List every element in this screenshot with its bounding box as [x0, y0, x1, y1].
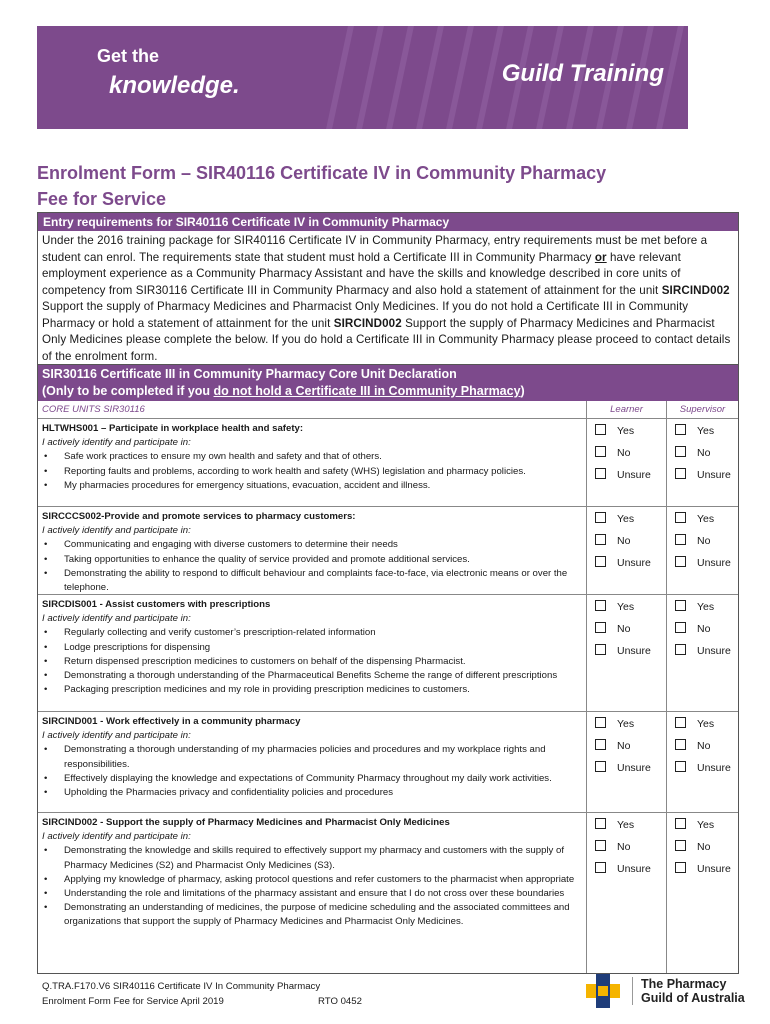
entry-requirements-text — [38, 231, 738, 368]
checkbox[interactable] — [675, 862, 686, 873]
col-core-units: CORE UNITS SIR30116 — [42, 404, 145, 415]
unit-row — [38, 712, 738, 813]
checkbox-label: No — [697, 623, 711, 635]
checkbox-label: No — [697, 535, 711, 547]
unit-intro: I actively identify and participate in: — [42, 613, 191, 625]
unit-criterion: • Taking opportunities to enhance the quality of service provided and promote additional services. — [42, 553, 582, 567]
supervisor-option[interactable] — [675, 557, 738, 579]
checkbox[interactable] — [675, 840, 686, 851]
declaration-column-headers — [38, 401, 738, 419]
declaration-heading-line-2 — [42, 383, 734, 400]
entry-text-part: Support the supply of Pharmacy Medicines and Pharmacist Only Medicines please complete the below. If you do hold a Certificate III in Community Pharmacy please proceed to contact details of the enrolment form. — [42, 316, 731, 363]
unit-description — [38, 595, 586, 711]
checkbox-label: No — [697, 740, 711, 752]
supervisor-options — [666, 507, 738, 594]
declaration-heading-part: ) — [520, 384, 525, 398]
footer-rto: RTO 0452 — [318, 996, 362, 1007]
learner-option[interactable] — [595, 557, 666, 579]
checkbox-label: Yes — [697, 425, 715, 437]
checkbox-label: Unsure — [617, 557, 651, 569]
supervisor-options — [666, 712, 738, 812]
page-title — [37, 160, 606, 212]
checkbox-label: Unsure — [697, 645, 731, 657]
checkbox[interactable] — [595, 512, 606, 523]
guild-training-logo: Guild Training — [501, 60, 664, 87]
learner-option[interactable] — [595, 425, 666, 447]
supervisor-option[interactable] — [675, 623, 738, 645]
checkbox-label: Unsure — [697, 469, 731, 481]
unit-criterion: • Understanding the role and limitations of the pharmacy assistant and ensure that I do not cross over these boundaries — [42, 887, 582, 901]
supervisor-options — [666, 419, 738, 506]
supervisor-option[interactable] — [675, 513, 738, 535]
checkbox[interactable] — [595, 556, 606, 567]
checkbox[interactable] — [675, 446, 686, 457]
entry-text-part: Under the 2016 training package for SIR40116 Certificate IV in Community Pharmacy, entry requirements must be met before a student can enrol. The requirements state that student must hold a Certificate III in Community Pharmacy — [42, 234, 708, 264]
declaration-heading-line-1: SIR30116 Certificate III in Community Pharmacy Core Unit Declaration — [42, 367, 457, 381]
unit-criterion: • Upholding the Pharmacies privacy and confidentiality policies and procedures — [42, 786, 582, 800]
entry-text-part: have relevant employment experience as a Community Pharmacy Assistant and have the skills and knowledge described in core units of competency from SIR30116 Certificate III in Community Pharmacy and also hold a statement of attainment for the unit — [42, 250, 681, 297]
checkbox[interactable] — [595, 468, 606, 479]
supervisor-option[interactable] — [675, 601, 738, 623]
footer-form-date: Enrolment Form Fee for Service April 2019 — [42, 996, 224, 1007]
entry-text-part: Support the supply of Pharmacy Medicines and Pharmacist Only Medicines. If you do not hold a Certificate III in Community Pharmacy or hold a statement of attainment for the unit — [42, 300, 689, 330]
supervisor-option[interactable] — [675, 819, 738, 841]
checkbox[interactable] — [675, 600, 686, 611]
learner-option[interactable] — [595, 513, 666, 535]
entry-unit-code: SIRCIND002 — [333, 316, 402, 330]
pharmacy-guild-logo — [586, 974, 745, 1008]
learner-option[interactable] — [595, 601, 666, 623]
checkbox-label: No — [617, 740, 631, 752]
unit-criterion: • Regularly collecting and verify customer’s prescription-related information — [42, 626, 582, 640]
page-title-line-2: Fee for Service — [37, 189, 167, 209]
core-unit-declaration — [37, 364, 739, 974]
unit-row — [38, 813, 738, 973]
learner-option[interactable] — [595, 762, 666, 784]
learner-option[interactable] — [595, 535, 666, 557]
checkbox[interactable] — [595, 862, 606, 873]
checkbox-label: Yes — [617, 819, 635, 831]
checkbox[interactable] — [595, 600, 606, 611]
checkbox-label: Yes — [617, 425, 635, 437]
learner-option[interactable] — [595, 841, 666, 863]
unit-title: SIRCDIS001 - Assist customers with prescriptions — [42, 599, 271, 610]
unit-title: SIRCIND002 - Support the supply of Pharmacy Medicines and Pharmacist Only Medicines — [42, 817, 450, 828]
learner-option[interactable] — [595, 718, 666, 740]
page-title-line-1: Enrolment Form – SIR40116 Certificate IV in Community Pharmacy — [37, 163, 607, 183]
unit-criterion: • Packaging prescription medicines and my role in providing prescription medicines to customers. — [42, 683, 582, 697]
declaration-heading-underlined: do not hold a Certificate III in Community Pharmacy — [213, 384, 521, 398]
unit-description — [38, 419, 586, 506]
checkbox[interactable] — [675, 512, 686, 523]
checkbox[interactable] — [595, 534, 606, 545]
banner-tagline-2: knowledge. — [109, 72, 240, 99]
unit-criterion: • Effectively displaying the knowledge and expectations of Community Pharmacy throughout my daily work activities. — [42, 772, 582, 786]
supervisor-option[interactable] — [675, 535, 738, 557]
checkbox[interactable] — [595, 622, 606, 633]
supervisor-option[interactable] — [675, 740, 738, 762]
checkbox-label: Unsure — [697, 557, 731, 569]
col-supervisor: Supervisor — [666, 401, 738, 418]
checkbox-label: Unsure — [617, 863, 651, 875]
guild-name-line-1: The Pharmacy — [641, 977, 727, 991]
checkbox-label: Yes — [697, 601, 715, 613]
checkbox[interactable] — [595, 761, 606, 772]
entry-unit-code: SIRCIND002 — [661, 283, 730, 297]
supervisor-option[interactable] — [675, 425, 738, 447]
unit-criterion: • My pharmacies procedures for emergency situations, evacuation, accident and illness. — [42, 479, 582, 493]
checkbox-label: Yes — [697, 819, 715, 831]
unit-title: HLTWHS001 – Participate in workplace health and safety: — [42, 423, 304, 434]
learner-options — [586, 712, 666, 812]
learner-options — [586, 419, 666, 506]
checkbox-label: Unsure — [617, 469, 651, 481]
checkbox-label: No — [697, 841, 711, 853]
checkbox[interactable] — [595, 739, 606, 750]
col-learner: Learner — [586, 401, 666, 418]
unit-criterion: • Lodge prescriptions for dispensing — [42, 641, 582, 655]
learner-option[interactable] — [595, 623, 666, 645]
checkbox[interactable] — [675, 534, 686, 545]
footer-form-code: Q.TRA.F170.V6 SIR40116 Certificate IV In Community Pharmacy — [42, 981, 321, 992]
header-banner — [37, 26, 688, 129]
declaration-heading-part: (Only to be completed if you — [42, 384, 214, 398]
supervisor-option[interactable] — [675, 762, 738, 784]
checkbox[interactable] — [595, 446, 606, 457]
checkbox[interactable] — [675, 622, 686, 633]
checkbox-label: No — [617, 447, 631, 459]
checkbox[interactable] — [595, 424, 606, 435]
unit-criterion: • Demonstrating an understanding of medicines, the purpose of medicine scheduling and the associated committees and organizations that support the supply of Pharmacy Medicines and Pharmacist Only Medicines. — [42, 901, 582, 929]
checkbox-label: Yes — [697, 513, 715, 525]
learner-option[interactable] — [595, 863, 666, 885]
unit-row — [38, 595, 738, 712]
entry-requirements-section — [37, 212, 739, 369]
guild-cross-icon — [586, 974, 620, 1008]
unit-criterion: • Reporting faults and problems, according to work health and safety (WHS) legislation and pharmacy policies. — [42, 465, 582, 479]
supervisor-option[interactable] — [675, 447, 738, 469]
checkbox-label: No — [617, 841, 631, 853]
checkbox[interactable] — [675, 556, 686, 567]
supervisor-option[interactable] — [675, 469, 738, 491]
supervisor-option[interactable] — [675, 718, 738, 740]
unit-criterion: • Demonstrating the ability to respond to difficult behaviour and complaints face-to-face, via electronic means or over the telephone. — [42, 567, 582, 595]
guild-name — [632, 977, 745, 1005]
learner-option[interactable] — [595, 645, 666, 667]
unit-criterion: • Safe work practices to ensure my own health and safety and that of others. — [42, 450, 582, 464]
checkbox-label: Yes — [617, 718, 635, 730]
unit-intro: I actively identify and participate in: — [42, 831, 191, 843]
checkbox-label: No — [617, 535, 631, 547]
unit-criterion: • Demonstrating a thorough understanding of the Pharmaceutical Benefits Scheme the range of different prescriptions — [42, 669, 582, 683]
checkbox[interactable] — [595, 717, 606, 728]
supervisor-options — [666, 595, 738, 711]
supervisor-option[interactable] — [675, 863, 738, 885]
checkbox[interactable] — [675, 644, 686, 655]
entry-or-emphasis: or — [594, 250, 607, 264]
unit-criterion: • Demonstrating the knowledge and skills required to effectively support my pharmacy and customers with the supply of Pharmacy Medicines (S2) and Pharmacist Only Medicines (S3). — [42, 844, 582, 872]
unit-criterion: • Applying my knowledge of pharmacy, asking protocol questions and refer customers to the pharmacist when appropriate — [42, 873, 582, 887]
checkbox-label: Unsure — [697, 863, 731, 875]
unit-description — [38, 813, 586, 973]
unit-criterion: • Demonstrating a thorough understanding of my pharmacies policies and procedures and my workplace rights and responsibilities. — [42, 743, 582, 771]
supervisor-option[interactable] — [675, 645, 738, 667]
checkbox[interactable] — [675, 424, 686, 435]
unit-row — [38, 507, 738, 595]
checkbox-label: Yes — [617, 513, 635, 525]
checkbox[interactable] — [595, 818, 606, 829]
learner-option[interactable] — [595, 819, 666, 841]
guild-name-line-2: Guild of Australia — [641, 991, 745, 1005]
checkbox-label: Unsure — [617, 762, 651, 774]
checkbox-label: Yes — [617, 601, 635, 613]
learner-options — [586, 595, 666, 711]
unit-intro: I actively identify and participate in: — [42, 525, 191, 537]
checkbox[interactable] — [675, 818, 686, 829]
learner-options — [586, 507, 666, 594]
checkbox[interactable] — [675, 739, 686, 750]
checkbox-label: No — [617, 623, 631, 635]
unit-title: SIRCIND001 - Work effectively in a community pharmacy — [42, 716, 301, 727]
unit-criterion: • Communicating and engaging with diverse customers to determine their needs — [42, 538, 582, 552]
checkbox-label: Yes — [697, 718, 715, 730]
supervisor-option[interactable] — [675, 841, 738, 863]
unit-description — [38, 712, 586, 812]
unit-description — [38, 507, 586, 594]
unit-criterion: • Return dispensed prescription medicines to customers on behalf of the dispensing Pharmacist. — [42, 655, 582, 669]
checkbox[interactable] — [595, 644, 606, 655]
checkbox[interactable] — [675, 717, 686, 728]
checkbox[interactable] — [675, 761, 686, 772]
unit-title: SIRCCCS002-Provide and promote services to pharmacy customers: — [42, 511, 356, 522]
unit-rows — [38, 419, 738, 973]
learner-option[interactable] — [595, 740, 666, 762]
footer — [42, 979, 362, 1009]
unit-intro: I actively identify and participate in: — [42, 730, 191, 742]
checkbox[interactable] — [595, 840, 606, 851]
checkbox-label: No — [697, 447, 711, 459]
learner-options — [586, 813, 666, 973]
unit-row — [38, 419, 738, 507]
banner-tagline-1: Get the — [97, 46, 160, 66]
entry-requirements-heading: Entry requirements for SIR40116 Certificate IV in Community Pharmacy — [38, 213, 738, 231]
unit-intro: I actively identify and participate in: — [42, 437, 191, 449]
checkbox[interactable] — [675, 468, 686, 479]
checkbox-label: Unsure — [617, 645, 651, 657]
declaration-heading — [38, 365, 738, 401]
checkbox-label: Unsure — [697, 762, 731, 774]
learner-option[interactable] — [595, 469, 666, 491]
supervisor-options — [666, 813, 738, 973]
learner-option[interactable] — [595, 447, 666, 469]
